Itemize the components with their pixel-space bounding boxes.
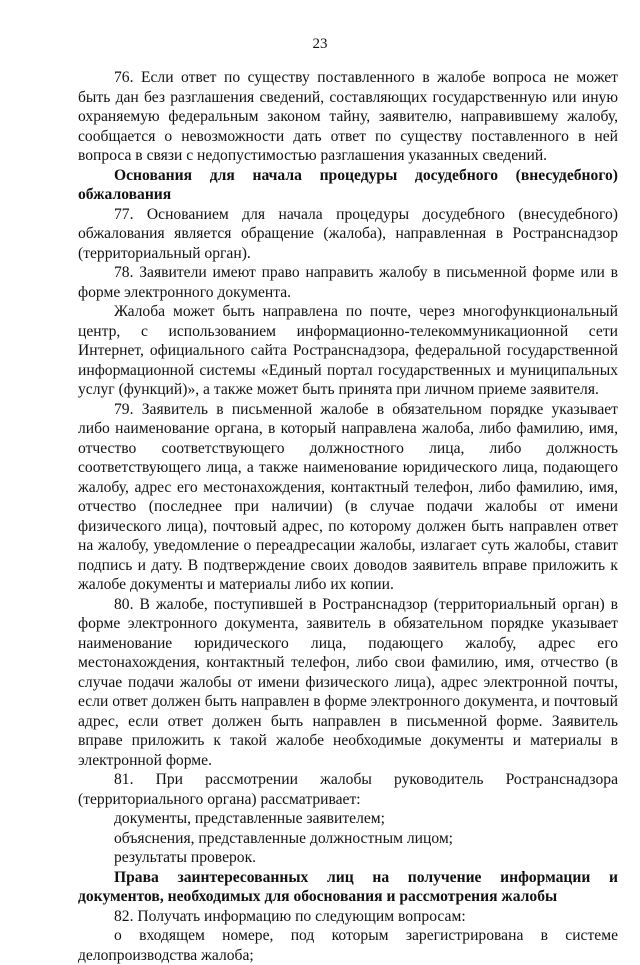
list-item-documents: документы, представленные заявителем; xyxy=(114,810,385,827)
paragraph-79: 79. Заявитель в письменной жалобе в обязательном порядке указывает либо наименование органа, в который направлена жалоба, либо фамилию, имя, отчество соответствующего должностного лица, либо должность соответствующего лица, а также наименование юридического лица, подающего жалобу, адрес его местонахождения, контактный телефон, либо фамилию, имя, отчество (последнее при наличии) (в случае подачи жалобы от имени физического лица), почтовый адрес, по которому должен быть направлен ответ на жалобу, уведомление о переадресации жалобы, излагает суть жалобы, ставит подпись и дату. В подтверждение своих доводов заявитель вправе приложить к жалобе документы и материалы либо их копии. xyxy=(78,400,618,593)
heading-rights-interested-parties: Права заинтересованных лиц на получение информации и документов, необходимых для обоснования и рассмотрения жалобы xyxy=(78,868,618,905)
page-number: 23 xyxy=(312,36,328,52)
heading-grounds-appeal: Основания для начала процедуры досудебного (внесудебного) обжалования xyxy=(78,166,618,203)
paragraph-78: 78. Заявители имеют право направить жалобу в письменной форме или в форме электронного документа. xyxy=(78,264,618,301)
paragraph-80: 80. В жалобе, поступившей в Ространснадзор (территориальный орган) в форме электронного документа, заявитель в обязательном порядке указывает наименование юридического лица, подающего жалобу, адрес его местонахождения, контактный телефон, либо свои фамилию, имя, отчество (в случае подачи жалобы от имени физического лица), адрес электронной почты, если ответ должен быть направлен в форме электронного документа, и почтовый адрес, если ответ должен быть направлен в письменной форме. Заявитель вправе приложить к такой жалобе необходимые документы и материалы в электронной форме. xyxy=(78,595,618,769)
list-item-inspection-results: результаты проверок. xyxy=(114,849,257,866)
list-item-incoming-number: о входящем номере, под которым зарегистрирована в системе делопроизводства жалоба; xyxy=(78,927,618,964)
paragraph-77: 77. Основанием для начала процедуры досудебного (внесудебного) обжалования является обращение (жалоба), направленная в Ространснадзор (территориальный орган). xyxy=(78,205,618,262)
paragraph-82: 82. Получать информацию по следующим вопросам: xyxy=(114,907,466,925)
paragraph-81: 81. При рассмотрении жалобы руководитель Ространснадзора (территориального органа) рассматривает: xyxy=(78,771,618,808)
paragraph-complaint-channels: Жалоба может быть направлена по почте, через многофункциональный центр, с использованием информационно-телекоммуникационной сети Интернет, официального сайта Ространснадзора, федеральной государственной информационной системы «Единый портал государственных и муниципальных услуг (функций)», а также может быть принята при личном приеме заявителя. xyxy=(78,303,618,398)
paragraph-76: 76. Если ответ по существу поставленного в жалобе вопроса не может быть дан без разглашения сведений, составляющих государственную или иную охраняемую федеральным законом тайну, заявителю, направившему жалобу, сообщается о невозможности дать ответ по существу поставленного в ней вопроса в связи с недопустимостью разглашения указанных сведений. xyxy=(78,69,618,164)
document-body xyxy=(78,68,618,965)
list-item-explanations: объяснения, представленные должностным лицом; xyxy=(114,829,454,847)
